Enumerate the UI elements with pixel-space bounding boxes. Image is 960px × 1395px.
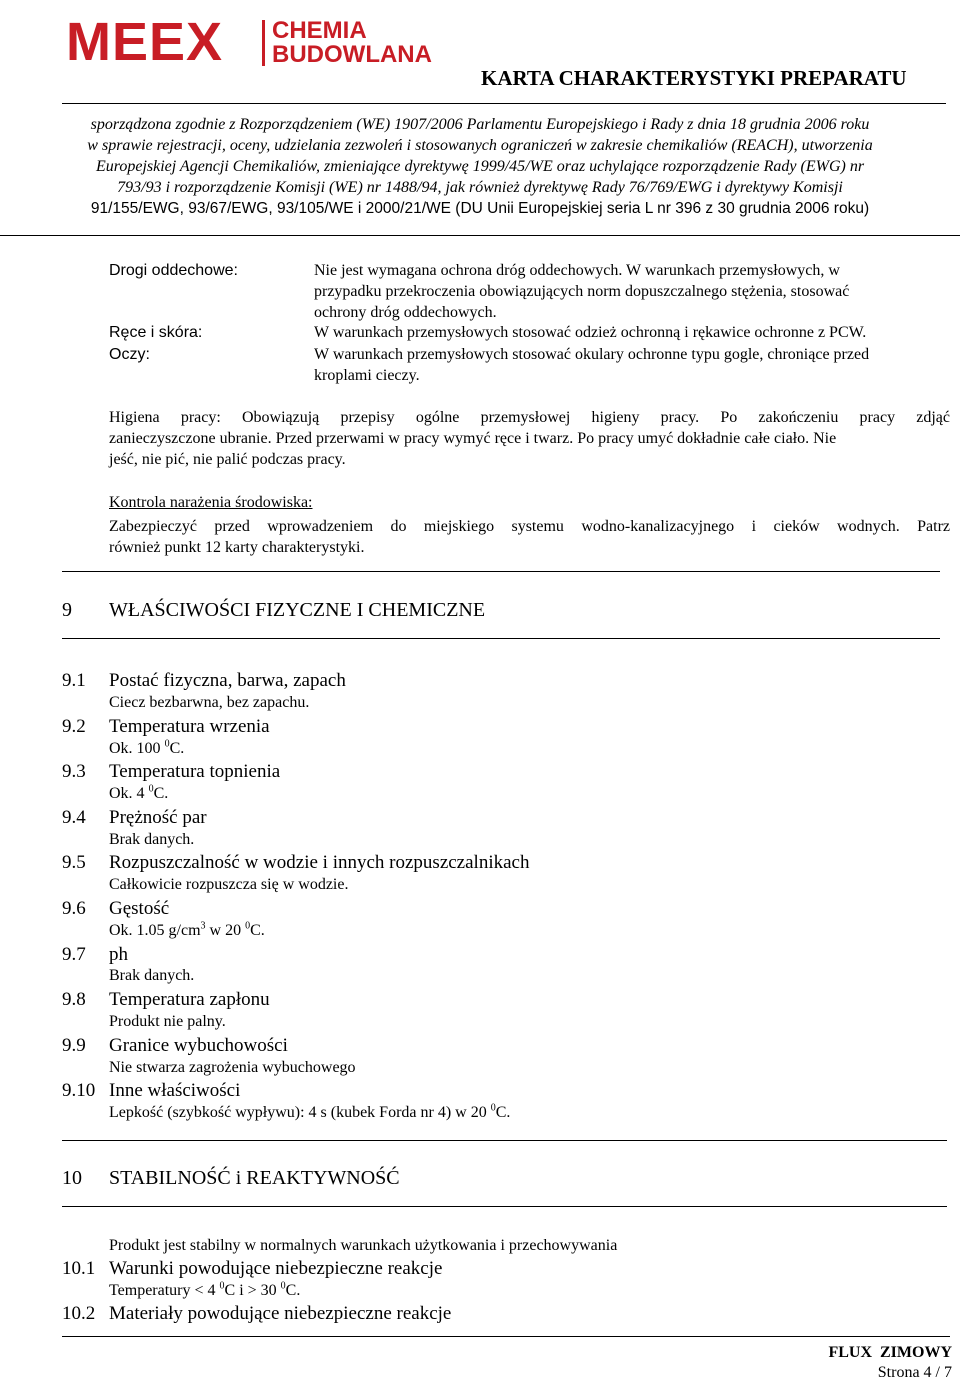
subsection-value: Brak danych. [109, 831, 195, 848]
subsection-number: 9.7 [62, 944, 86, 965]
stability-intro: Produkt jest stabilny w normalnych warunkach użytkowania i przechowywania [109, 1237, 618, 1254]
subsection-number: 9.8 [62, 989, 86, 1010]
subsection-title: Warunki powodujące niebezpieczne reakcje [109, 1258, 443, 1279]
subsection-title: Prężność par [109, 807, 207, 828]
subsection-number: 10.2 [62, 1303, 96, 1324]
subsection-number: 9.2 [62, 716, 86, 737]
subsection-title: Postać fizyczna, barwa, zapach [109, 670, 346, 691]
subsection-value: Produkt nie palny. [109, 1013, 226, 1030]
subsection-title: Temperatura topnienia [109, 761, 281, 782]
regulation-line: 91/155/EWG, 93/67/EWG, 93/105/WE i 2000/21/WE (DU Unii Europejskiej seria L nr 396 z 30 grudnia 2006 roku) [90, 200, 870, 217]
environment-text: Zabezpieczyć przed wprowadzeniem do miejskiego systemu wodno-kanalizacyjnego i cieków wodnych. Patrz [109, 518, 950, 535]
logo-divider [262, 20, 265, 66]
subsection-value: Ciecz bezbarwna, bez zapachu. [109, 694, 310, 711]
subsection-number: 9.10 [62, 1080, 96, 1101]
footer-rule [62, 1336, 950, 1337]
environment-text: również punkt 12 karty charakterystyki. [109, 539, 365, 556]
eyes-text: kroplami cieczy. [314, 367, 420, 384]
logo-line-chemia: CHEMIA [272, 17, 367, 44]
hygiene-text: jeść, nie pić, nie palić podczas pracy. [109, 451, 346, 468]
subsection-number: 9.1 [62, 670, 86, 691]
hygiene-text: Higiena pracy: Obowiązują przepisy ogólne przemysłowej higieny pracy. Po zakończeniu pracy zdjąć [109, 409, 950, 426]
subsection-number: 9.9 [62, 1035, 86, 1056]
subsection-number: 9.4 [62, 807, 86, 828]
subsection-title: ph [109, 944, 128, 965]
regulation-line: 793/93 i rozporządzenie Komisji (WE) nr 1488/94, jak również dyrektywę Rady 76/769/EWG i dyrektywy Komisji [117, 179, 843, 196]
regulation-line: sporządzona zgodnie z Rozporządzeniem (WE) 1907/2006 Parlamentu Europejskiego i Rady z dnia 18 grudnia 2006 roku [90, 116, 870, 133]
footer-product-name: FLUX ZIMOWY [828, 1344, 952, 1361]
subsection-value: Temperatury < 4 $^0$C i > 30 $^0$C. [109, 1280, 301, 1299]
header-bottom-rule [0, 235, 960, 236]
subsection-value: Brak danych. [109, 967, 195, 984]
subsection-value: Nie stwarza zagrożenia wybuchowego [109, 1059, 356, 1076]
subsection-title: Gęstość [109, 898, 170, 919]
section-rule [62, 638, 940, 639]
subsection-value: Całkowicie rozpuszcza się w wodzie. [109, 876, 349, 893]
subsection-title: Rozpuszczalność w wodzie i innych rozpuszczalnikach [109, 852, 530, 873]
regulation-line: Europejskiej Agencji Chemikaliów, zmieniające dyrektywę 1999/45/WE oraz uchylające rozporządzenie Rady (EWG) nr [95, 158, 865, 175]
hands-skin-label: Ręce i skóra: [109, 324, 203, 341]
hygiene-text: zanieczyszczone ubranie. Przed przerwami w pracy wymyć ręce i twarz. Po pracy umyć dokładnie całe ciało. Nie [109, 430, 837, 447]
subsection-number: 9.3 [62, 761, 86, 782]
eyes-label: Oczy: [109, 346, 150, 363]
respiratory-text: ochrony dróg oddechowych. [314, 304, 497, 321]
subsection-value: Lepkość (szybkość wypływu): 4 s (kubek Forda nr 4) w 20 $^0$C. [109, 1102, 511, 1121]
section-10-number: 10 [62, 1167, 82, 1189]
subsection-title: Inne właściwości [109, 1080, 241, 1101]
subsection-number: 10.1 [62, 1258, 96, 1279]
document-title: KARTA CHARAKTERYSTYKI PREPARATU [481, 66, 907, 90]
section-rule [62, 571, 940, 572]
logo-line-budowlana: BUDOWLANA [272, 41, 432, 68]
section-rule [62, 1206, 947, 1207]
subsection-title: Temperatura zapłonu [109, 989, 270, 1010]
section-rule [62, 1140, 947, 1141]
respiratory-label: Drogi oddechowe: [109, 262, 238, 279]
subsection-title: Temperatura wrzenia [109, 716, 270, 737]
subsection-number: 9.6 [62, 898, 86, 919]
subsection-title: Granice wybuchowości [109, 1035, 288, 1056]
environment-heading: Kontrola narażenia środowiska: [109, 494, 313, 511]
eyes-text: W warunkach przemysłowych stosować okulary ochronne typu gogle, chroniące przed [314, 346, 870, 363]
subsection-value: Ok. 1.05 $g/cm^3$ w 20 $^0$C. [109, 920, 265, 939]
subsection-title: Materiały powodujące niebezpieczne reakcje [109, 1303, 452, 1324]
section-10-title: STABILNOŚĆ i REAKTYWNOŚĆ [109, 1167, 400, 1189]
footer-page-number: Strona 4 / 7 [877, 1364, 952, 1381]
section-9-number: 9 [62, 599, 72, 621]
respiratory-text: przypadku przekroczenia obowiązujących norm dopuszczalnego stężenia, stosować [314, 283, 850, 300]
respiratory-text: Nie jest wymagana ochrona dróg oddechowych. W warunkach przemysłowych, w [314, 262, 840, 279]
subsection-number: 9.5 [62, 852, 86, 873]
section-9-title: WŁAŚCIWOŚCI FIZYCZNE I CHEMICZNE [109, 599, 486, 621]
hands-skin-text: W warunkach przemysłowych stosować odzież ochronną i rękawice ochronne z PCW. [314, 324, 867, 341]
logo-wordmark: MEEX [66, 12, 224, 72]
subsection-value: Ok. 4 $^0$C. [109, 783, 169, 802]
regulation-line: w sprawie rejestracji, oceny, udzielania zezwoleń i stosowanych ograniczeń w zakresie chemikaliów (REACH), utworzenia [87, 137, 873, 154]
subsection-value: Ok. 100 $^0$C. [109, 738, 185, 757]
header-rule [62, 103, 946, 104]
